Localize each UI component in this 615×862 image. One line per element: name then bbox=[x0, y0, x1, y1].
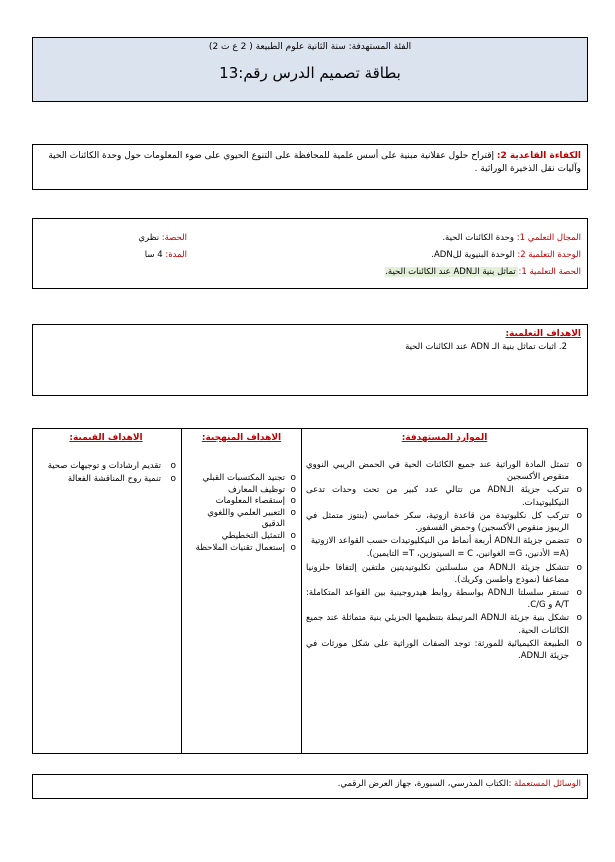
means-text: :الكتاب المدرسي، السبورة، جهاز العرض الرقمي. bbox=[337, 779, 515, 789]
list-item: o إستقصاء المعلومات bbox=[215, 496, 296, 507]
methodological-list bbox=[182, 473, 301, 554]
bullet-icon: o bbox=[576, 588, 582, 599]
session-type-value: نظري bbox=[138, 233, 162, 243]
list-item: o إستعمال تقنيات الملاحظة bbox=[195, 542, 296, 553]
list-item: o تتضمن جزيئة الـADN أربعة أنماط من النيكليوتيدات حسب القواعد الازوتية bbox=[310, 536, 582, 547]
list-item: o تستقر سلسلتا الـADN بواسطة روابط هيدروجينية بين القواعد المتكاملة: A/T و C/G. bbox=[306, 588, 582, 611]
objectives-table bbox=[32, 428, 588, 754]
learning-field-line bbox=[442, 233, 581, 243]
lesson-info-box bbox=[32, 218, 588, 289]
bullet-icon: o bbox=[576, 510, 582, 521]
bullet-icon: o bbox=[290, 507, 296, 518]
list-item: o تتركب جزيئة الـADN من تتالي عدد كبير من تحت وحدات تدعى النيكليوتيدات. bbox=[306, 485, 582, 508]
competence-label: الكفاءة القاعدية 2: bbox=[496, 151, 581, 161]
duration-label: المدة: bbox=[165, 250, 187, 260]
bullet-icon: o bbox=[576, 485, 582, 496]
learning-session-line bbox=[385, 267, 581, 277]
list-item: o تتشكل جزيئة الـADN من سلسلتين نكليوتيديتين ملتفين إلتفافا حلزونيا مضاعفا (نموذج واطسن وكريك). bbox=[306, 562, 582, 585]
values-column bbox=[31, 429, 181, 753]
bullet-icon: o bbox=[576, 613, 582, 624]
objective-item: 2. اثبات تماثل بنية الـ ADN عند الكائنات الحية bbox=[405, 342, 567, 352]
bullet-icon: o bbox=[290, 473, 296, 483]
bullet-icon: o bbox=[290, 484, 296, 495]
list-item: o التمثيل التخطيطي bbox=[221, 530, 296, 541]
methodological-column bbox=[181, 429, 301, 753]
bullet-icon: o bbox=[576, 460, 582, 470]
learning-unit-line bbox=[431, 250, 581, 260]
bullet-icon: o bbox=[170, 461, 176, 471]
values-heading: الاهداف القيمية: bbox=[69, 433, 143, 443]
list-item: o تقديم ارشادات و توجيهات صحية bbox=[47, 461, 176, 471]
duration-line bbox=[145, 250, 187, 260]
bullet-icon: o bbox=[290, 530, 296, 541]
teaching-means-box bbox=[32, 774, 588, 799]
list-item: o تجنيد المكتسبات القبلي bbox=[202, 473, 296, 483]
means-label: الوسائل المستعملة bbox=[514, 779, 581, 789]
list-item: o التعبير العلمي واللغوي الدقيق bbox=[207, 507, 296, 530]
list-item: o تتمثل المادة الوراثية عند جميع الكائنات الحية في الحمض الريبي النووي منقوص الأكسجين bbox=[306, 460, 582, 483]
objectives-heading: الاهداف التعلمية: bbox=[505, 329, 581, 339]
list-item: (A= الأدنين، G= الغوانين، C = السيتوزين، T= التايمين). bbox=[366, 549, 569, 560]
bullet-icon: o bbox=[576, 562, 582, 573]
competence-box bbox=[32, 144, 588, 190]
duration-value: 4 سا bbox=[144, 250, 166, 260]
list-item: o تشكل بنية جزيئة الـADN المرتبطة بتنظيمها الجزيئي بنية متماثلة عند جميع الكائنات الحية. bbox=[306, 613, 582, 636]
objectives-box bbox=[32, 324, 588, 396]
lesson-header bbox=[32, 37, 588, 102]
learning-field-value: وحدة الكائنات الحية. bbox=[442, 233, 517, 243]
competence-text: إقتراح حلول عقلانية مبنية على أسس علمية للمحافظة على التنوع الحيوي على ضوء المعلومات حول وحدة الكائنات الحية وآليات نقل الذخيرة الوراثية . bbox=[48, 151, 581, 174]
list-item: o تنمية روح المناقشة الفعالة bbox=[67, 473, 176, 484]
methodological-heading: الاهداف المنهجية: bbox=[201, 433, 282, 443]
session-type-label: الحصة: bbox=[161, 233, 187, 243]
learning-session-value: تماثل بنية الـADN عند الكائنات الحية. bbox=[385, 267, 519, 277]
resources-list bbox=[302, 459, 587, 662]
resources-column bbox=[301, 429, 587, 753]
page-title: بطاقة تصميم الدرس رقم:13 bbox=[219, 64, 401, 82]
learning-session-label: الحصة التعلمية 1: bbox=[518, 267, 581, 277]
list-item: o تتركب كل نكليوتيدة من قاعدة ازوتية، سكر خماسي (بنتوز متمثل في الريبوز منقوص الأكسجين) وحمض الفسفور. bbox=[306, 510, 582, 534]
list-item: o توظيف المعارف bbox=[227, 484, 296, 495]
session-type-line bbox=[138, 233, 187, 243]
bullet-icon: o bbox=[170, 473, 176, 484]
bullet-icon: o bbox=[290, 542, 296, 553]
list-item: o الطبيعة الكيميائية للمورثة: توجد الصفات الوراثية على شكل مورثات في جزيئة الـADN. bbox=[306, 638, 582, 662]
target-class: الفئة المستهدفة: سنة الثانية علوم الطبيعة ( 2 ع ت 2) bbox=[208, 42, 412, 52]
bullet-icon: o bbox=[576, 536, 582, 547]
bullet-icon: o bbox=[576, 638, 582, 649]
bullet-icon: o bbox=[290, 496, 296, 507]
learning-unit-label: الوحدة التعلمية 2: bbox=[517, 250, 581, 260]
resources-heading: الموارد المستهدفة: bbox=[401, 433, 488, 443]
learning-field-label: المجال التعلمي 1: bbox=[516, 233, 581, 243]
values-list bbox=[31, 461, 181, 485]
learning-unit-value: الوحدة البنيوية للADN. bbox=[431, 250, 518, 260]
